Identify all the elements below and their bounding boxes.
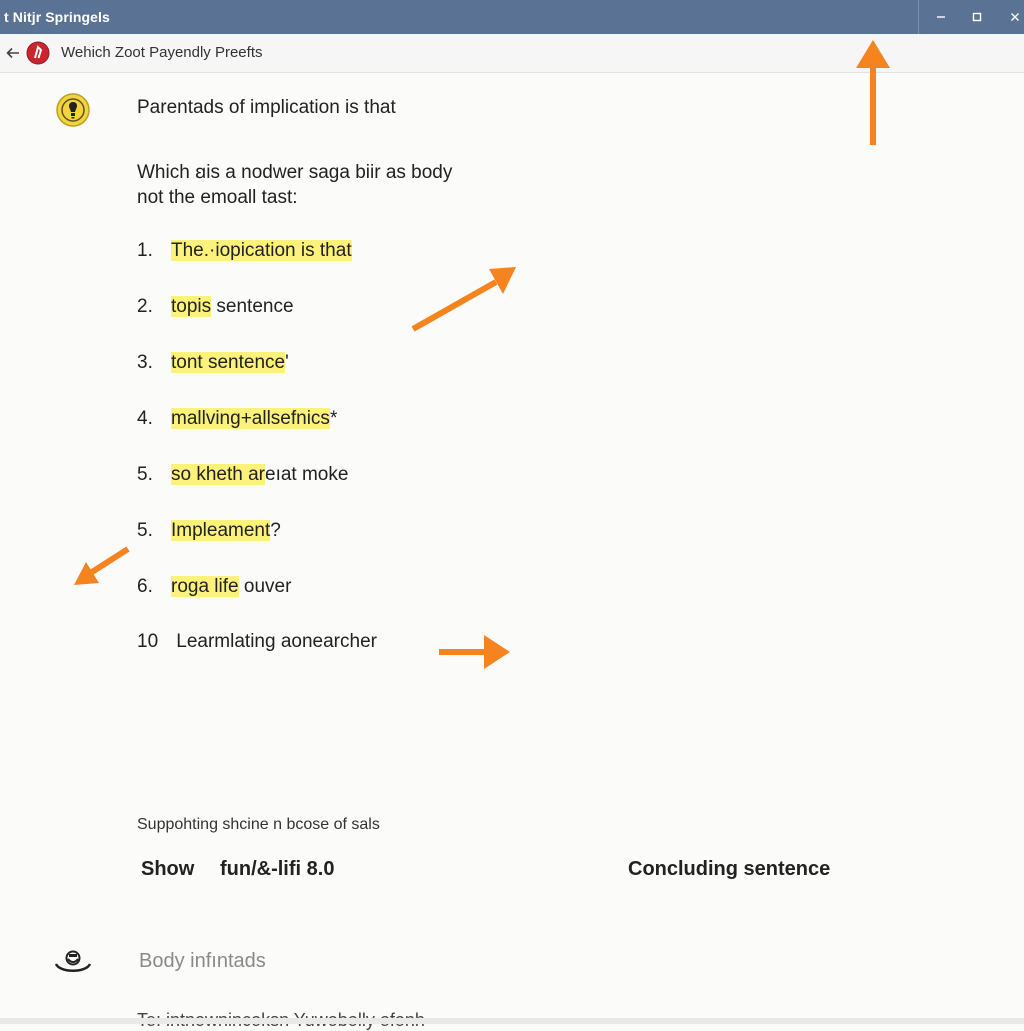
- list-item-highlight: roga life: [171, 576, 239, 597]
- address-text[interactable]: Wehich Zoot Payendly Preefts: [61, 44, 263, 61]
- arrow-down-left-icon: [74, 549, 128, 585]
- list-item-number: 4.: [137, 408, 153, 429]
- arrow-right-icon: [439, 635, 510, 669]
- list-item-text: ?: [270, 520, 281, 541]
- list-item-highlight: tont sentence: [171, 352, 286, 373]
- list-item[interactable]: [137, 576, 291, 598]
- site-logo-icon: [26, 41, 50, 65]
- list-item-text: sentence: [211, 296, 294, 317]
- maximize-icon: [971, 11, 983, 23]
- list-item-number: 2.: [137, 296, 153, 317]
- close-button[interactable]: [996, 0, 1024, 34]
- list-item-number: 5.: [137, 464, 153, 485]
- question-line-2: not the emoall tast:: [137, 187, 298, 208]
- list-item-text: ouver: [238, 576, 292, 597]
- list-item-highlight: so kheth ar: [171, 464, 265, 485]
- list-item[interactable]: [137, 464, 348, 486]
- list-item[interactable]: [137, 408, 337, 430]
- list-item-number: 5.: [137, 520, 153, 541]
- window-title: t Nitjr Springels: [4, 9, 110, 25]
- list-item-number: 3.: [137, 352, 153, 373]
- list-item-text: ': [285, 352, 289, 373]
- back-button[interactable]: [4, 43, 22, 63]
- question-text: [137, 160, 557, 210]
- list-item[interactable]: [137, 631, 377, 653]
- lightbulb-icon: [55, 92, 91, 128]
- list-item-text: *: [329, 408, 338, 429]
- list-item-highlight: topis: [171, 296, 212, 317]
- address-bar: [0, 34, 1024, 73]
- concluding-sentence-label: Concluding sentence: [628, 858, 831, 880]
- back-arrow-icon: [6, 47, 20, 59]
- arrow-up-right-icon: [413, 267, 516, 329]
- show-label[interactable]: Show: [141, 858, 195, 880]
- list-item[interactable]: [137, 240, 352, 262]
- minimize-button[interactable]: [922, 0, 960, 34]
- question-line-1: Which ꞛis a nodwer saga biir as body: [137, 162, 453, 183]
- fun-label: fun/&-lifi 8.0: [220, 858, 335, 880]
- bottom-scrollbar[interactable]: [0, 1018, 1024, 1024]
- titlebar-divider: [918, 0, 919, 34]
- list-item-text: eıat moke: [265, 464, 349, 485]
- list-item[interactable]: [137, 352, 289, 374]
- list-item-number: 1.: [137, 240, 153, 261]
- title-bar: [0, 0, 1024, 34]
- body-info-text: Body infıntads: [139, 950, 266, 972]
- close-icon: [1009, 11, 1021, 23]
- list-item-number: 10: [137, 631, 159, 652]
- list-item-highlight: mallving+allsefnics: [171, 408, 330, 429]
- list-item-text: Learmlating aonearcher: [171, 631, 377, 652]
- maximize-button[interactable]: [958, 0, 996, 34]
- list-item-highlight: Impleament: [171, 520, 271, 541]
- list-item-highlight: The.·iopication is that: [171, 240, 352, 261]
- list-item[interactable]: [137, 296, 294, 318]
- minimize-icon: [935, 11, 947, 23]
- list-item[interactable]: [137, 520, 281, 542]
- page-heading: Parentads of implication is that: [137, 97, 396, 118]
- list-item-number: 6.: [137, 576, 153, 597]
- supporting-text: Suppohting shcine n bcose of sals: [137, 816, 380, 833]
- pen-cup-icon: [52, 946, 94, 978]
